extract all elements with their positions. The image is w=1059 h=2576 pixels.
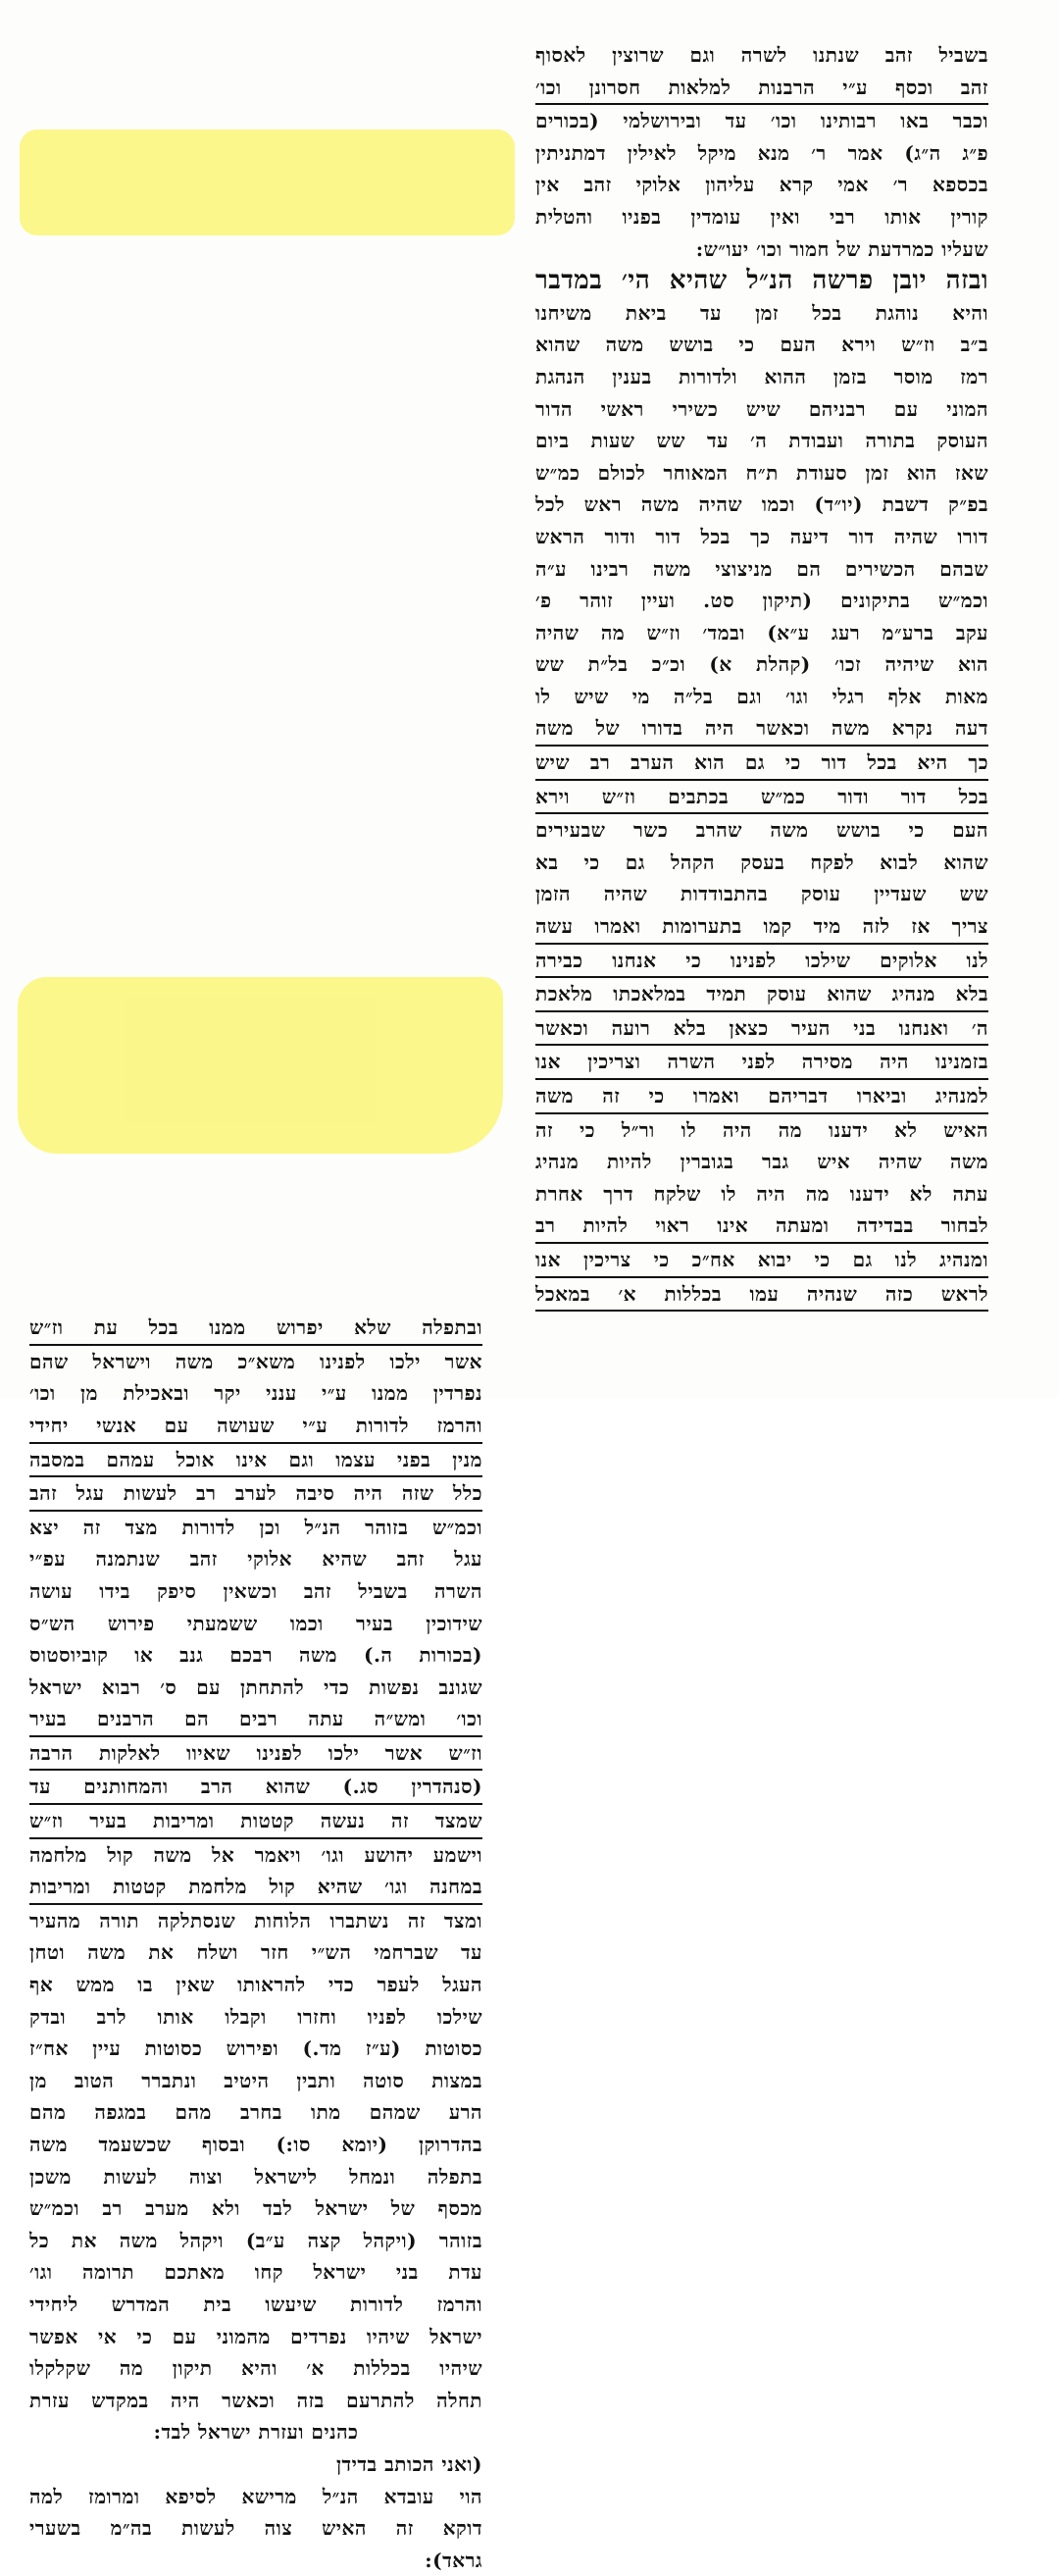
- text-line: הוא שיהיה זכו׳ (קהלת א) וכ״כ בל״ת שש: [535, 652, 988, 677]
- text-line: משה שהיה איש גבר בגוברין להיות מנהיג: [535, 1150, 988, 1174]
- text-line: רמז מוסר בזמן ההוא ולדורות בענין הנהגת: [535, 364, 988, 388]
- text-line: בכספא ר׳ אמי קרא עליהון אלוקי זהב אין: [535, 173, 988, 197]
- text-line: שהוא לבוא לפקח בעסק הקהל גם כי בא: [535, 850, 988, 874]
- text-line: וישמע יהושע וגו׳ ויאמר אל משה קול מלחמה: [29, 1842, 482, 1867]
- text-line: (ואני הכותב בדידן: [335, 2451, 482, 2476]
- text-line: וז״ש אשר ילכו לפנינו שאיוו לאלקות הרבה: [29, 1737, 482, 1772]
- text-line: פ״ג ה״ג) אמר ר׳ מנא מיקל לאילין דמתניתין: [535, 140, 988, 165]
- text-line: למנהיג וביארו דבריהם ואמרו כי זה משה: [535, 1080, 988, 1114]
- text-line-highlighted: והרמז לדורות ע״י שעושה עם אנשי יחידי: [29, 1410, 482, 1444]
- right-column: [535, 39, 988, 1312]
- text-line-highlighted: תחלה להתרעם בזה וכאשר היה במקדש עזרת: [29, 2388, 482, 2412]
- text-line: אשר ילכו לפנינו משא״כ משה וישראל שהם: [29, 1349, 482, 1373]
- text-line: עתה לא ידענו מה היה לו שלקח דרך אחרת: [535, 1181, 988, 1206]
- text-line: עדת בני ישראל קחו מאתכם תרומה וגו׳: [29, 2260, 482, 2285]
- text-line: דורו שהיה דור דיעה כך בכל דור ודור הראש: [535, 524, 988, 548]
- text-line: העוסק בתורה ועבודת ה׳ עד שש שעות ביום: [535, 429, 988, 453]
- text-line: דוקא זה האיש צוה לעשות בה״מ בשערי: [29, 2516, 482, 2541]
- highlight-marker-top: [20, 129, 515, 235]
- text-line: שגונב נפשות כדי להתחתן עם ס׳ רבוא ישראל: [29, 1674, 482, 1699]
- text-line: וכמ״ש בזוהר הנ״ל וכן לדורות מצד זה יצא: [29, 1515, 482, 1539]
- text-line: בזמנינו היה מסירה לפני השרה וצריכין אנו: [535, 1046, 988, 1080]
- text-line: לנו אלוקים שילכו לפנינו כי אנחנו כבירה: [535, 945, 988, 979]
- text-line: בפ״ק דשבת (יו״ד) וכמו שהיה משה ראש לכל: [535, 492, 988, 517]
- text-line: שילכו לפניו וחזרו וקבלו אותו לרב ובדק: [29, 2004, 482, 2029]
- text-line: ה׳ ואנחנו בני העיר כצאן בלא רועה וכאשר: [535, 1012, 988, 1047]
- text-line: האיש לא ידענו מה היה לו ור״ל כי זה: [535, 1117, 988, 1142]
- text-line: וכו׳ ומש״ה עתה רבים הם הרבנים בעיר: [29, 1703, 482, 1737]
- text-line-highlighted: והרמז לדורות שיעשו בית המדרש ליחידי: [29, 2292, 482, 2316]
- text-line: ומצד זה נשתברו הלוחות שנסתלקה תורה מהעיר: [29, 1908, 482, 1932]
- text-line: שאז הוא זמן סעודת ת״ח המאוחר לכולם כמ״ש: [535, 460, 988, 485]
- text-line: המוני עם רבניהם שיש כשירי ראשי הדור: [535, 396, 988, 421]
- text-line: (סנהדרין סג.) שהוא הרב והמחותנים עד: [29, 1771, 482, 1805]
- text-line: העם כי בושש משה שהרב כשר שבעירים: [535, 818, 988, 843]
- text-line: בהדרוקן (יומא סו:) ובסוף שכשעמד משה: [29, 2133, 482, 2156]
- text-line: במצות סוטה ותבין היטיב ונתברר הטוב מן: [29, 2068, 482, 2092]
- text-line: וכמ״ש בתיקונים (תיקון סט. ועיין זוהר פ׳: [535, 589, 988, 613]
- text-line: שבהם הכשירים הם מניצוצי משה רבינו ע״ה: [535, 556, 988, 581]
- text-line: ומנהיג לנו גם כי יבוא אח״כ כי צריכין אנו: [535, 1244, 988, 1278]
- text-line: מאות אלף רגלי וגו׳ וגם בל״ה מי שיש לו: [535, 684, 988, 708]
- text-line: הרע שמהם מתו בחרב מהם במגפה מהם: [29, 2100, 482, 2125]
- text-line: עגל זהב שהיא אלוקי זהב שנתמנה עפ״י: [29, 1547, 482, 1571]
- text-line: קורין אותו רבי ואין עומדין בפניו והטלית: [535, 204, 988, 229]
- text-line-highlighted: שיהיו בכללות א׳ והיא תיקון מה שקלקלו: [29, 2356, 482, 2381]
- text-line: נפרדין ממנו ע״י ענני יקר ובאכילת מן וכו׳: [29, 1381, 482, 1406]
- text-line: שידוכין בעיר וכמו ששמעתי פירוש הש״ס: [29, 1611, 482, 1635]
- text-line: בלא מנהיג שהוא עוסק תמיד במלאכתו מלאכת: [535, 978, 988, 1012]
- text-line: עקב ברע״מ רעג ע״א) ובמד׳ וז״ש מה שהיה: [535, 620, 988, 644]
- text-line: שש שעדיין עוסק בהתבודדות שהיה הזמן: [535, 882, 988, 906]
- text-line: (בכורות ה.) משה רבכם גנב או קוביוסטוס: [29, 1643, 482, 1668]
- text-line: בכל דור ודור כמ״ש בכתבים וז״ש וירא: [535, 781, 988, 815]
- text-line-highlighted: מנין בפני עצמו וגם אינו אוכל עמהם במסבה: [29, 1444, 482, 1478]
- text-line: הוי עובדא הנ״ל מרישא לסיפא ומרומז למה: [29, 2484, 482, 2508]
- text-line: כך היא בכל דור כי גם הוא הערב רב שיש: [535, 747, 988, 781]
- text-line: לראש כזה שנהיה עמו בכללות א׳ במאכל: [535, 1278, 988, 1313]
- text-line: והיא נוהגת בכל זמן עד ביאת משיחנו: [535, 300, 988, 325]
- text-line: העגל לעפר כדי להראותו שאין בו ממש אף: [29, 1973, 482, 1997]
- text-line: שעליו כמרדעת של חמור וכו׳ יעו״ש:: [695, 236, 988, 261]
- text-line: כסוטות (ע״ז מד.) ופירוש כסוטות עיין אח״ז: [29, 2036, 482, 2061]
- text-line: לבחור בבדידה ומעתה אינו ראוי להיות רב: [535, 1210, 988, 1244]
- text-line: מכסף של ישראל לבד ולא מערב רב וכמ״ש: [29, 2196, 482, 2221]
- text-line: בתפלה ונמחל לישראל וצוה לעשות משכן: [29, 2164, 482, 2189]
- text-line-highlighted: כלל שזה היה סיבה לערב רב לעשות עגל זהב: [29, 1477, 482, 1512]
- text-line: ב״ב וז״ש וירא העם כי בושש משה שהוא: [535, 333, 988, 357]
- text-line: גראד):: [425, 2548, 482, 2572]
- column-divider: [505, 39, 506, 1314]
- text-line: עד שברחמי הש״י חזר ושלח את משה וטחן: [29, 1940, 482, 1965]
- text-line: זהב וכסף ע״י הרבנות למלאות חסרונן וכו׳: [535, 72, 988, 106]
- text-line: ובזה יובן פרשה הנ״ל שהיא הי׳ במדבר: [535, 266, 988, 296]
- text-line: צריך אז לזה מיד קמו בתערומות ואמרו עשה: [535, 910, 988, 945]
- text-line: ובתפלה שלא יפרוש ממנו בכל עת וז״ש: [29, 1312, 482, 1346]
- text-line: השרה בשביל זהב וכשאין סיפק בידו עושה: [29, 1578, 482, 1603]
- highlight-marker-bottom: [18, 977, 503, 1154]
- left-column: [29, 1312, 482, 2576]
- text-line: במחנה וגו׳ שהיא קול מלחמת קטטות ומריבות: [29, 1871, 482, 1905]
- text-line: בזוהר (ויקהל קצה ע״ב) ויקהל משה את כל: [29, 2228, 482, 2252]
- text-line: וכבר באו רבותינו וכו׳ עד ובירושלמי (בכורים: [535, 109, 988, 133]
- text-line: שמצד זה נעשה קטטות ומריבות בעיר וז״ש: [29, 1805, 482, 1839]
- text-line: בשביל זהב שנתנו לשרה וגם שרוצין לאסוף: [535, 43, 988, 67]
- text-line-highlighted: ישראל שיהיו נפרדים מהמוני עם כי אי אפשר: [29, 2324, 482, 2348]
- text-line: כהנים ועזרת ישראל לבד:: [153, 2420, 359, 2445]
- text-line: דעה נקרא משה וכאשר היה בדורו של משה: [535, 712, 988, 747]
